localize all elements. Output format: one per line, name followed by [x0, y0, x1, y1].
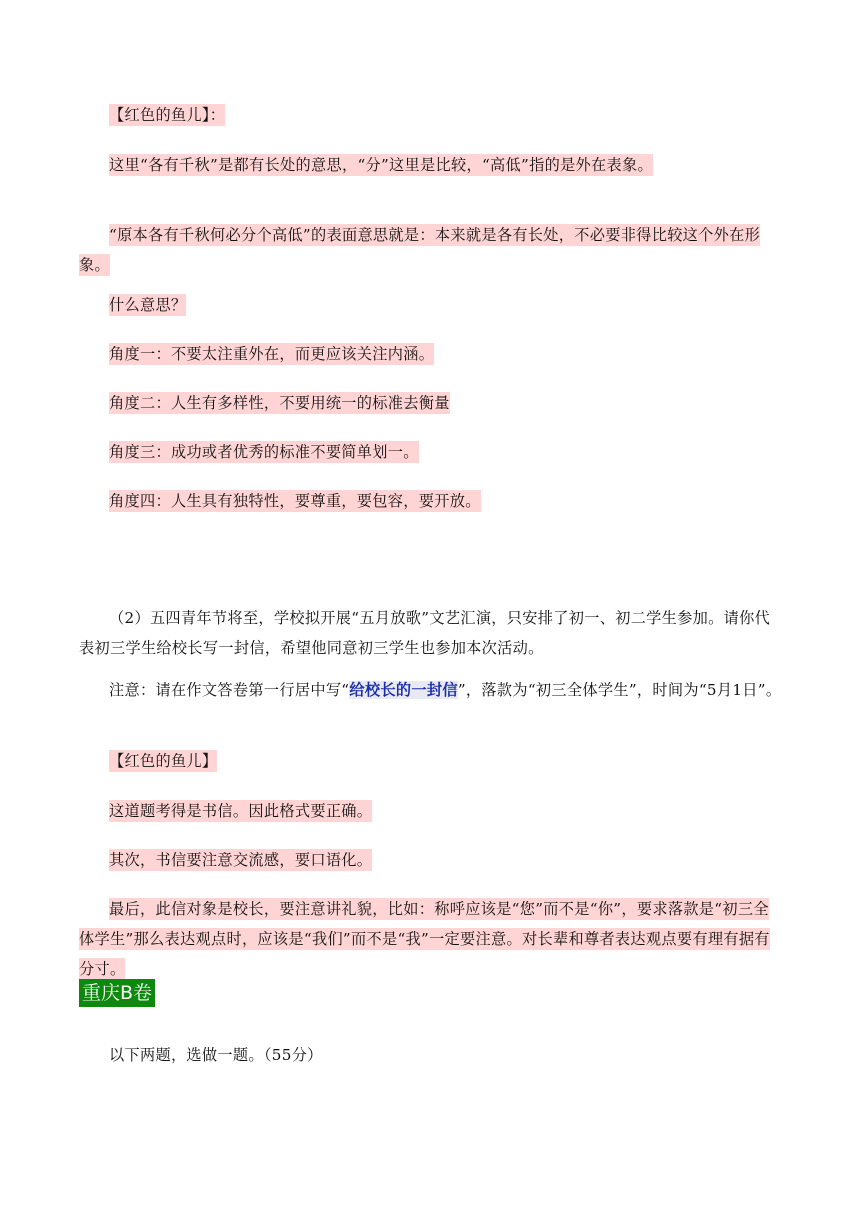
angle-3	[79, 437, 783, 467]
closing-text: 以下两题，选做一题。（55分）	[109, 1046, 323, 1064]
angle-1	[79, 339, 783, 369]
angle-1-text: 角度一：不要太注重外在，而更应该关注内涵。	[109, 345, 435, 363]
angle-2	[79, 388, 783, 418]
section1-p1	[79, 150, 783, 180]
angle-4-text: 角度四：人生具有独特性，要尊重，要包容，要开放。	[109, 492, 481, 510]
section1-p3	[79, 290, 783, 320]
section2-p3-text: 最后，此信对象是校长，要注意讲礼貌，比如：称呼应该是“您”而不是“你”，要求落款是“初三全体学生”那么表达观点时，应该是“我们”而不是“我”一定要注意。对长辈和尊者表达观点要有理有据有分寸。	[79, 900, 770, 978]
note-letter-title: 给校长的一封信	[349, 681, 458, 699]
closing-paragraph	[79, 1040, 783, 1070]
angle-3-text: 角度三：成功或者优秀的标准不要简单划一。	[109, 443, 419, 461]
section2-p2-text: 其次，书信要注意交流感，要口语化。	[109, 851, 373, 869]
section2-p3	[79, 894, 783, 984]
question-2	[79, 603, 783, 663]
section2-p1	[79, 796, 783, 826]
section1-p2	[79, 220, 783, 280]
section1-p1-text: 这里“各有千秋”是都有长处的意思，“分”这里是比较，“高低”指的是外在表象。	[109, 156, 653, 174]
section1-label-paragraph	[79, 100, 783, 130]
question-2-note	[79, 675, 783, 705]
section1-label: 【红色的鱼儿】：	[109, 106, 226, 124]
section-heading-chongqing-b: 重庆B卷	[79, 979, 155, 1007]
section1-p3-text: 什么意思？	[109, 296, 187, 314]
angle-4	[79, 486, 783, 516]
section2-p1-text: 这道题考得是书信。因此格式要正确。	[109, 802, 373, 820]
note-prefix: 注意：请在作文答卷第一行居中写“	[109, 681, 350, 699]
note-suffix: ”，落款为“初三全体学生”，时间为“5月1日”。	[457, 681, 782, 699]
section1-p2-text: “原本各有千秋何必分个高低”的表面意思就是：本来就是各有长处，不必要非得比较这个外在形象。	[79, 226, 761, 274]
section2-label: 【红色的鱼儿】	[109, 752, 218, 770]
angle-2-text: 角度二：人生有多样性，不要用统一的标准去衡量	[109, 394, 450, 412]
section2-label-paragraph	[79, 746, 783, 776]
question-2-text: （2）五四青年节将至，学校拟开展“五月放歌”文艺汇演，只安排了初一、初二学生参加。请你代表初三学生给校长写一封信，希望他同意初三学生也参加本次活动。	[79, 609, 771, 657]
section2-p2	[79, 845, 783, 875]
